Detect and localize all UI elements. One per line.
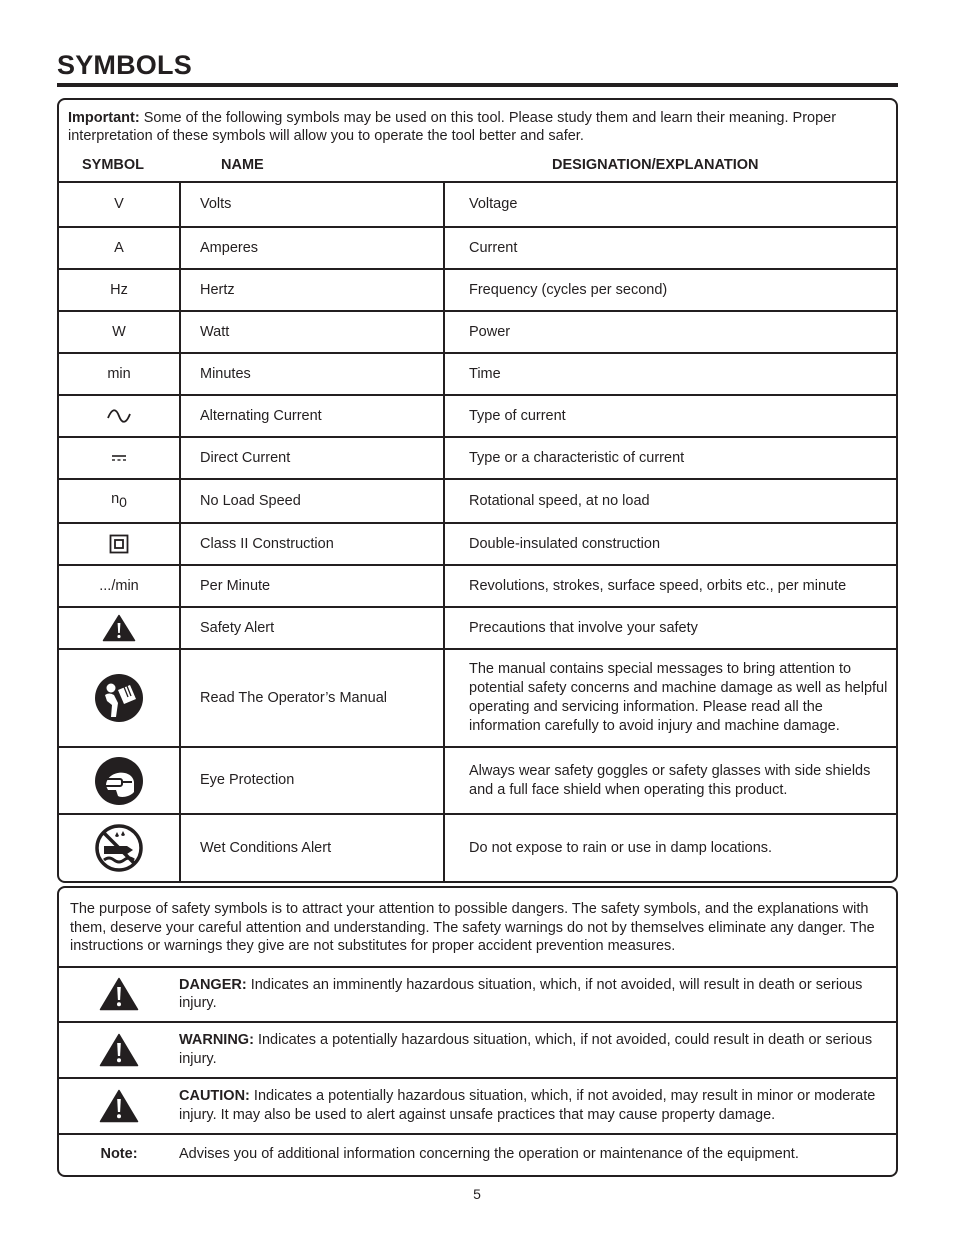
symbol-row (59, 269, 896, 311)
name-cell: Alternating Current (180, 395, 444, 437)
explanation-cell: Type or a characteristic of current (444, 437, 896, 479)
name-cell: Hertz (180, 269, 444, 311)
explanation-cell: Revolutions, strokes, surface speed, orbits etc., per minute (444, 565, 896, 607)
page-number: 5 (473, 1186, 481, 1202)
warning-alert-icon (99, 1033, 139, 1067)
header-symbol: SYMBOL (82, 157, 145, 173)
name-cell: Per Minute (180, 565, 444, 607)
name-cell: Volts (180, 182, 444, 227)
explanation-cell: Type of current (444, 395, 896, 437)
alternating-current-icon (106, 409, 132, 423)
symbol-cell: .../min (59, 565, 180, 607)
note-text: Advises you of additional information concerning the operation or maintenance of the equipment. (179, 1134, 896, 1175)
signal-words-box (57, 886, 898, 1177)
symbols-table (59, 181, 896, 881)
direct-current-icon (110, 453, 128, 463)
symbol-cell (59, 437, 180, 479)
symbol-cell: min (59, 353, 180, 395)
signal-row-danger (59, 967, 896, 1022)
name-cell: Read The Operator’s Manual (180, 649, 444, 747)
symbol-row (59, 182, 896, 227)
signal-words-table (59, 966, 896, 1175)
danger-text: Indicates an imminently hazardous situation, which, if not avoided, will result in death or serious injury. (179, 976, 863, 1011)
symbol-row (59, 395, 896, 437)
symbol-cell (59, 814, 180, 881)
symbol-row (59, 523, 896, 565)
symbol-row (59, 565, 896, 607)
explanation-cell: Time (444, 353, 896, 395)
title-rule (57, 83, 898, 87)
danger-alert-icon (99, 977, 139, 1011)
signal-row-note (59, 1134, 896, 1175)
explanation-cell: Power (444, 311, 896, 353)
explanation-cell: Voltage (444, 182, 896, 227)
signal-text-cell (179, 967, 896, 1022)
warning-text: Indicates a potentially hazardous situation, which, if not avoided, could result in death or serious injury. (179, 1032, 873, 1067)
symbol-row (59, 227, 896, 269)
warning-label: WARNING: (179, 1032, 254, 1048)
danger-label: DANGER: (179, 976, 247, 993)
symbol-cell (59, 523, 180, 565)
symbol-row (59, 311, 896, 353)
read-manual-icon (94, 673, 144, 723)
name-cell: Safety Alert (180, 607, 444, 649)
no-load-symbol: n (111, 491, 120, 508)
symbol-cell (59, 479, 180, 523)
symbol-cell (59, 747, 180, 814)
explanation-cell: Precautions that involve your safety (444, 607, 896, 649)
no-load-subscript: 0 (119, 493, 127, 510)
signal-text-cell (179, 1022, 896, 1078)
signal-icon-cell (59, 1022, 179, 1078)
name-cell: No Load Speed (180, 479, 444, 523)
symbol-cell (59, 395, 180, 437)
page-title: SYMBOLS (57, 50, 192, 80)
name-cell: Direct Current (180, 437, 444, 479)
note-label-cell (59, 1134, 179, 1175)
symbol-cell (59, 649, 180, 747)
eye-protection-icon (94, 756, 144, 806)
caution-label: CAUTION: (179, 1088, 250, 1104)
symbol-row (59, 747, 896, 814)
signal-row-warning (59, 1022, 896, 1078)
symbol-cell (59, 607, 180, 649)
explanation-cell: Always wear safety goggles or safety glasses with side shields and a full face shield when operating this product. (444, 747, 896, 814)
name-cell: Wet Conditions Alert (180, 814, 444, 881)
name-cell: Minutes (180, 353, 444, 395)
explanation-cell: Current (444, 227, 896, 269)
header-explanation: DESIGNATION/EXPLANATION (552, 157, 759, 173)
symbols-box (57, 98, 898, 883)
symbol-row (59, 437, 896, 479)
safety-alert-icon (102, 614, 136, 642)
signal-icon-cell (59, 1078, 179, 1134)
symbol-row (59, 353, 896, 395)
name-cell: Eye Protection (180, 747, 444, 814)
explanation-cell: Double-insulated construction (444, 523, 896, 565)
signal-text-cell (179, 1078, 896, 1134)
caution-text: Indicates a potentially hazardous situation, which, if not avoided, may result in minor or moderate injury. It may also be used to alert against unsafe practices that may cause property damage. (179, 1088, 876, 1123)
explanation-cell: Do not expose to rain or use in damp locations. (444, 814, 896, 881)
caution-alert-icon (99, 1089, 139, 1123)
header-name: NAME (221, 157, 264, 173)
symbol-row (59, 814, 896, 881)
name-cell: Class II Construction (180, 523, 444, 565)
signal-icon-cell (59, 967, 179, 1022)
symbols-intro (59, 100, 896, 155)
name-cell: Amperes (180, 227, 444, 269)
explanation-cell: The manual contains special messages to bring attention to potential safety concerns and machine damage as well as helpful operating and servicing information. Please read all the information carefully to avoid injury and machine damage. (444, 649, 896, 747)
symbol-cell: V (59, 182, 180, 227)
wet-conditions-icon (95, 824, 143, 872)
name-cell: Watt (180, 311, 444, 353)
symbol-row (59, 649, 896, 747)
symbol-row (59, 607, 896, 649)
explanation-cell: Frequency (cycles per second) (444, 269, 896, 311)
explanation-cell: Rotational speed, at no load (444, 479, 896, 523)
symbol-cell: W (59, 311, 180, 353)
important-text: Some of the following symbols may be used on this tool. Please study them and learn their meaning. Proper interpretation of these symbols will allow you to operate the tool better and safer. (68, 110, 837, 144)
symbol-cell: Hz (59, 269, 180, 311)
important-label: Important: (68, 110, 140, 126)
signal-row-caution (59, 1078, 896, 1134)
signal-intro: The purpose of safety symbols is to attract your attention to possible dangers. The safety symbols, and the explanations with them, deserve your careful attention and understanding. The safety warnings do not by themselves eliminate any danger. The instructions or warnings they give are not substitutes for proper accident prevention measures. (70, 901, 875, 954)
note-label: Note: (100, 1146, 138, 1163)
symbols-table-header (59, 155, 896, 181)
symbol-cell: A (59, 227, 180, 269)
class-ii-construction-icon (109, 534, 129, 554)
symbol-row (59, 479, 896, 523)
